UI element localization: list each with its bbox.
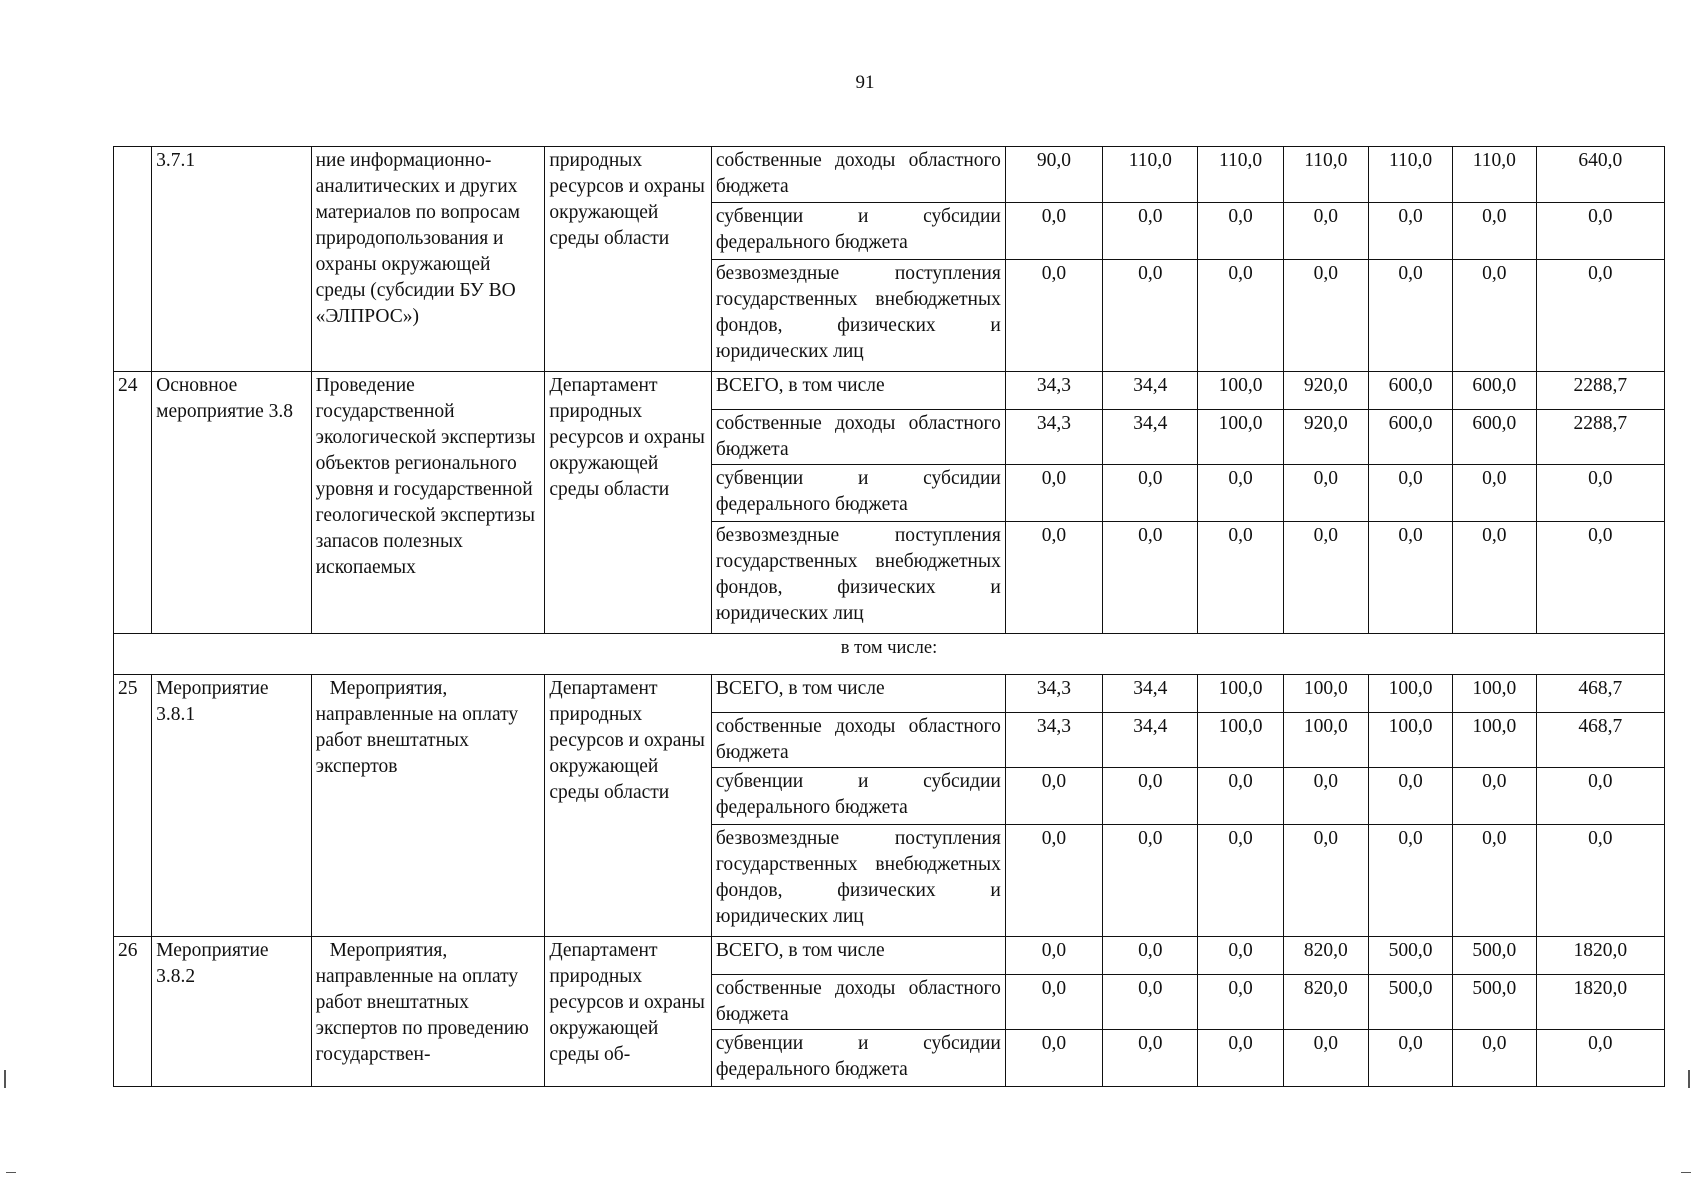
year-value: 34,3: [1005, 675, 1102, 713]
total-value: 0,0: [1536, 522, 1665, 634]
year-value: 100,0: [1453, 675, 1536, 713]
activity-name: Мероприятие 3.8.1: [152, 675, 312, 937]
responsible-executor: природных ресурсов и охраны окружающей среды области: [545, 147, 712, 372]
including-row: [114, 634, 1665, 675]
funding-source: собственные доходы областного бюджета: [711, 410, 1005, 465]
year-value: 0,0: [1103, 1030, 1198, 1087]
table-row: [114, 937, 1665, 975]
year-value: 600,0: [1453, 372, 1536, 410]
year-value: 920,0: [1283, 410, 1368, 465]
funding-source: собственные доходы областного бюджета: [711, 713, 1005, 768]
year-value: 0,0: [1198, 937, 1283, 975]
year-value: 100,0: [1283, 713, 1368, 768]
year-value: 0,0: [1198, 975, 1283, 1030]
year-value: 0,0: [1005, 768, 1102, 825]
year-value: 0,0: [1198, 522, 1283, 634]
year-value: 0,0: [1198, 1030, 1283, 1087]
funding-source: субвенции и субсидии федерального бюджета: [711, 203, 1005, 260]
year-value: 0,0: [1103, 203, 1198, 260]
total-value: 0,0: [1536, 203, 1665, 260]
year-value: 0,0: [1198, 768, 1283, 825]
year-value: 0,0: [1103, 465, 1198, 522]
year-value: 34,4: [1103, 713, 1198, 768]
total-value: 2288,7: [1536, 410, 1665, 465]
year-value: 0,0: [1198, 260, 1283, 372]
row-index: 25: [114, 675, 152, 937]
year-value: 100,0: [1368, 713, 1452, 768]
funding-source: ВСЕГО, в том числе: [711, 675, 1005, 713]
year-value: 34,3: [1005, 713, 1102, 768]
year-value: 0,0: [1198, 825, 1283, 937]
year-value: 820,0: [1283, 975, 1368, 1030]
year-value: 0,0: [1453, 825, 1536, 937]
year-value: 0,0: [1005, 975, 1102, 1030]
total-value: 468,7: [1536, 675, 1665, 713]
total-value: 1820,0: [1536, 937, 1665, 975]
year-value: 0,0: [1198, 203, 1283, 260]
funding-source: ВСЕГО, в том числе: [711, 937, 1005, 975]
activity-description: Проведение государственной экологической экспертизы объектов регионального уровня и государственной геологической экспертизы запасов полезных ископаемых: [311, 372, 545, 634]
year-value: 0,0: [1283, 825, 1368, 937]
year-value: 0,0: [1453, 203, 1536, 260]
funding-source: субвенции и субсидии федерального бюджета: [711, 1030, 1005, 1087]
year-value: 100,0: [1368, 675, 1452, 713]
activity-name: Основное мероприятие 3.8: [152, 372, 312, 634]
table-row: [114, 372, 1665, 410]
year-value: 34,3: [1005, 410, 1102, 465]
year-value: 500,0: [1368, 975, 1452, 1030]
year-value: 100,0: [1198, 675, 1283, 713]
total-value: 0,0: [1536, 768, 1665, 825]
table-row: [114, 147, 1665, 203]
year-value: 0,0: [1453, 768, 1536, 825]
scan-edge-mark: [4, 1070, 9, 1088]
year-value: 100,0: [1283, 675, 1368, 713]
year-value: 0,0: [1005, 937, 1102, 975]
year-value: 500,0: [1453, 937, 1536, 975]
year-value: 600,0: [1368, 372, 1452, 410]
year-value: 0,0: [1103, 975, 1198, 1030]
activity-description: Мероприятия, направленные на оплату работ внештатных экспертов по проведению государствен-: [311, 937, 545, 1087]
year-value: 34,3: [1005, 372, 1102, 410]
year-value: 600,0: [1453, 410, 1536, 465]
year-value: 34,4: [1103, 410, 1198, 465]
funding-source: безвозмездные поступления государственных внебюджетных фондов, физических и юридических лиц: [711, 522, 1005, 634]
year-value: 0,0: [1005, 1030, 1102, 1087]
year-value: 0,0: [1283, 203, 1368, 260]
year-value: 110,0: [1453, 147, 1536, 203]
activity-name: 3.7.1: [152, 147, 312, 372]
funding-source: субвенции и субсидии федерального бюджета: [711, 768, 1005, 825]
year-value: 920,0: [1283, 372, 1368, 410]
year-value: 0,0: [1005, 522, 1102, 634]
responsible-executor: Департамент природных ресурсов и охраны окружающей среды области: [545, 675, 712, 937]
table-row: [114, 675, 1665, 713]
total-value: 468,7: [1536, 713, 1665, 768]
year-value: 110,0: [1283, 147, 1368, 203]
activity-description: Мероприятия, направленные на оплату работ внештатных экспертов: [311, 675, 545, 937]
year-value: 0,0: [1453, 522, 1536, 634]
year-value: 0,0: [1103, 768, 1198, 825]
funding-source: собственные доходы областного бюджета: [711, 147, 1005, 203]
year-value: 0,0: [1368, 465, 1452, 522]
year-value: 0,0: [1005, 465, 1102, 522]
year-value: 0,0: [1453, 465, 1536, 522]
year-value: 600,0: [1368, 410, 1452, 465]
year-value: 90,0: [1005, 147, 1102, 203]
year-value: 100,0: [1198, 410, 1283, 465]
total-value: 0,0: [1536, 1030, 1665, 1087]
year-value: 0,0: [1103, 937, 1198, 975]
year-value: 0,0: [1103, 260, 1198, 372]
year-value: 0,0: [1005, 203, 1102, 260]
total-value: 0,0: [1536, 260, 1665, 372]
page-number: 91: [855, 72, 875, 93]
responsible-executor: Департамент природных ресурсов и охраны окружающей среды области: [545, 372, 712, 634]
year-value: 0,0: [1283, 522, 1368, 634]
activity-description: ние информационно-аналитических и других материалов по вопросам природопользования и охраны окружающей среды (субсидии БУ ВО «ЭЛПРОС»): [311, 147, 545, 372]
funding-source: собственные доходы областного бюджета: [711, 975, 1005, 1030]
year-value: 0,0: [1283, 260, 1368, 372]
row-index: 26: [114, 937, 152, 1087]
activity-name: Мероприятие 3.8.2: [152, 937, 312, 1087]
year-value: 34,4: [1103, 675, 1198, 713]
total-value: 0,0: [1536, 465, 1665, 522]
year-value: 0,0: [1368, 825, 1452, 937]
year-value: 100,0: [1198, 372, 1283, 410]
total-value: 2288,7: [1536, 372, 1665, 410]
year-value: 110,0: [1198, 147, 1283, 203]
year-value: 0,0: [1368, 260, 1452, 372]
funding-source: ВСЕГО, в том числе: [711, 372, 1005, 410]
year-value: 100,0: [1198, 713, 1283, 768]
year-value: 500,0: [1368, 937, 1452, 975]
scan-edge-mark: [1681, 1172, 1691, 1173]
year-value: 0,0: [1103, 522, 1198, 634]
row-index: 24: [114, 372, 152, 634]
funding-source: безвозмездные поступления государственных внебюджетных фондов, физических и юридических лиц: [711, 260, 1005, 372]
table-body: [114, 147, 1665, 1087]
year-value: 0,0: [1283, 1030, 1368, 1087]
year-value: 0,0: [1283, 768, 1368, 825]
budget-table: [113, 146, 1665, 1087]
year-value: 110,0: [1368, 147, 1452, 203]
year-value: 0,0: [1283, 465, 1368, 522]
year-value: 34,4: [1103, 372, 1198, 410]
year-value: 0,0: [1453, 1030, 1536, 1087]
year-value: 100,0: [1453, 713, 1536, 768]
year-value: 0,0: [1453, 260, 1536, 372]
total-value: 1820,0: [1536, 975, 1665, 1030]
responsible-executor: Департамент природных ресурсов и охраны окружающей среды об-: [545, 937, 712, 1087]
year-value: 820,0: [1283, 937, 1368, 975]
scan-edge-mark: [6, 1172, 16, 1173]
including-label: в том числе:: [114, 634, 1665, 675]
year-value: 0,0: [1368, 768, 1452, 825]
year-value: 0,0: [1103, 825, 1198, 937]
total-value: 640,0: [1536, 147, 1665, 203]
funding-source: безвозмездные поступления государственных внебюджетных фондов, физических и юридических лиц: [711, 825, 1005, 937]
year-value: 0,0: [1368, 1030, 1452, 1087]
year-value: 0,0: [1198, 465, 1283, 522]
total-value: 0,0: [1536, 825, 1665, 937]
year-value: 0,0: [1368, 522, 1452, 634]
year-value: 0,0: [1368, 203, 1452, 260]
row-index: [114, 147, 152, 372]
year-value: 500,0: [1453, 975, 1536, 1030]
year-value: 0,0: [1005, 260, 1102, 372]
funding-source: субвенции и субсидии федерального бюджета: [711, 465, 1005, 522]
year-value: 0,0: [1005, 825, 1102, 937]
scan-edge-mark: [1688, 1070, 1693, 1088]
year-value: 110,0: [1103, 147, 1198, 203]
